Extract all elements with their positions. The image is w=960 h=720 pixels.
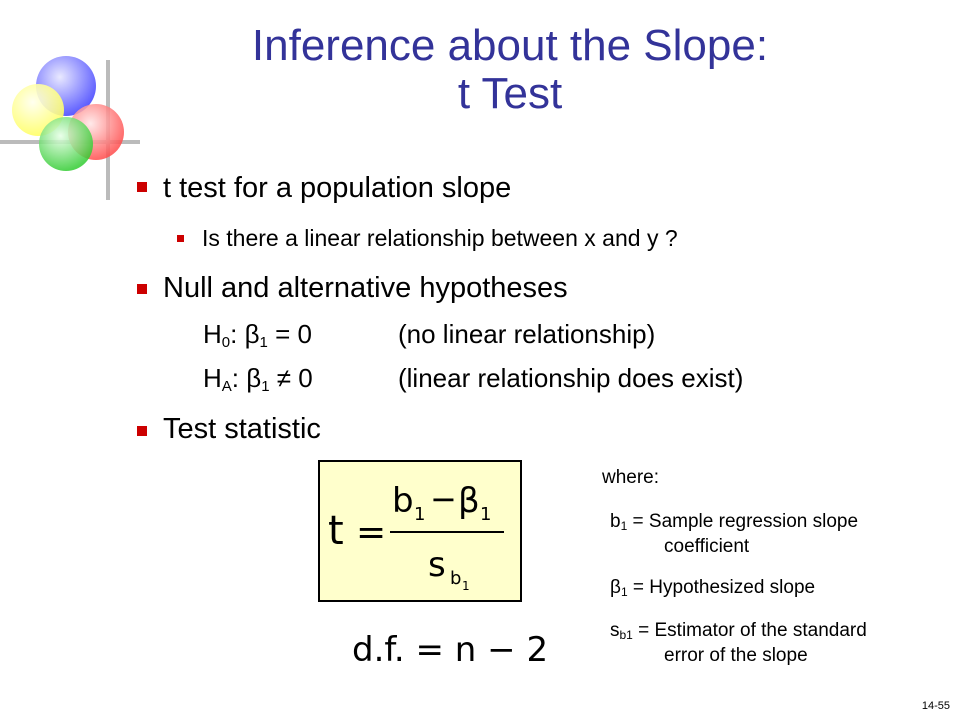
formula-numerator-b-sub: 1 xyxy=(414,504,426,525)
formula-denominator-sub-b: b xyxy=(450,568,462,589)
formula-graphic xyxy=(320,462,520,600)
slide-number: 14-55 xyxy=(921,700,950,712)
note-b1-continuation: coefficient xyxy=(664,536,750,557)
t-statistic-formula xyxy=(318,460,522,602)
formula-equals: = xyxy=(356,512,387,553)
degrees-of-freedom: d.f. = n − 2 xyxy=(352,630,549,670)
bullet-marker xyxy=(137,182,147,192)
note-sb1: $s_{b1}$ = Estimator of the standard xyxy=(610,620,867,642)
formula-denominator-s: s xyxy=(428,545,446,585)
note-b1: $b_1$ = Sample regression slope xyxy=(610,511,859,533)
sub-bullet-linear-relationship: Is there a linear relationship between x and y ? xyxy=(202,225,678,251)
null-hypothesis-note: (no linear relationship) xyxy=(398,319,656,349)
bullet-t-test: t test for a population slope xyxy=(163,172,512,204)
bullet-marker xyxy=(137,284,147,294)
bullet-hypotheses: Null and alternative hypotheses xyxy=(163,272,568,304)
sub-bullet-marker xyxy=(177,235,184,242)
where-label: where: xyxy=(602,467,660,488)
note-beta1: $\beta_1$ = Hypothesized slope xyxy=(610,577,816,599)
decorative-circles-logo xyxy=(0,50,140,200)
formula-t: t xyxy=(328,508,344,554)
formula-minus: − xyxy=(430,480,457,518)
alternative-hypothesis: $H_A$: $\beta_1 \ne 0$ xyxy=(203,363,313,395)
slide-title xyxy=(130,22,890,118)
alternative-hypothesis-note: (linear relationship does exist) xyxy=(398,363,744,393)
title-line-1: Inference about the Slope: xyxy=(251,21,769,70)
title-line-2: t Test xyxy=(457,69,563,118)
formula-numerator-beta-sub: 1 xyxy=(480,504,492,525)
formula-denominator-sub-1: 1 xyxy=(462,579,470,593)
bullet-marker xyxy=(137,426,147,436)
bullet-test-statistic: Test statistic xyxy=(163,413,321,445)
formula-numerator-beta: β xyxy=(458,481,480,521)
note-sb1-continuation: error of the slope xyxy=(664,645,808,666)
null-hypothesis: $H_0$: $\beta_1 = 0$ xyxy=(203,319,312,351)
formula-numerator-b: b xyxy=(392,481,414,521)
